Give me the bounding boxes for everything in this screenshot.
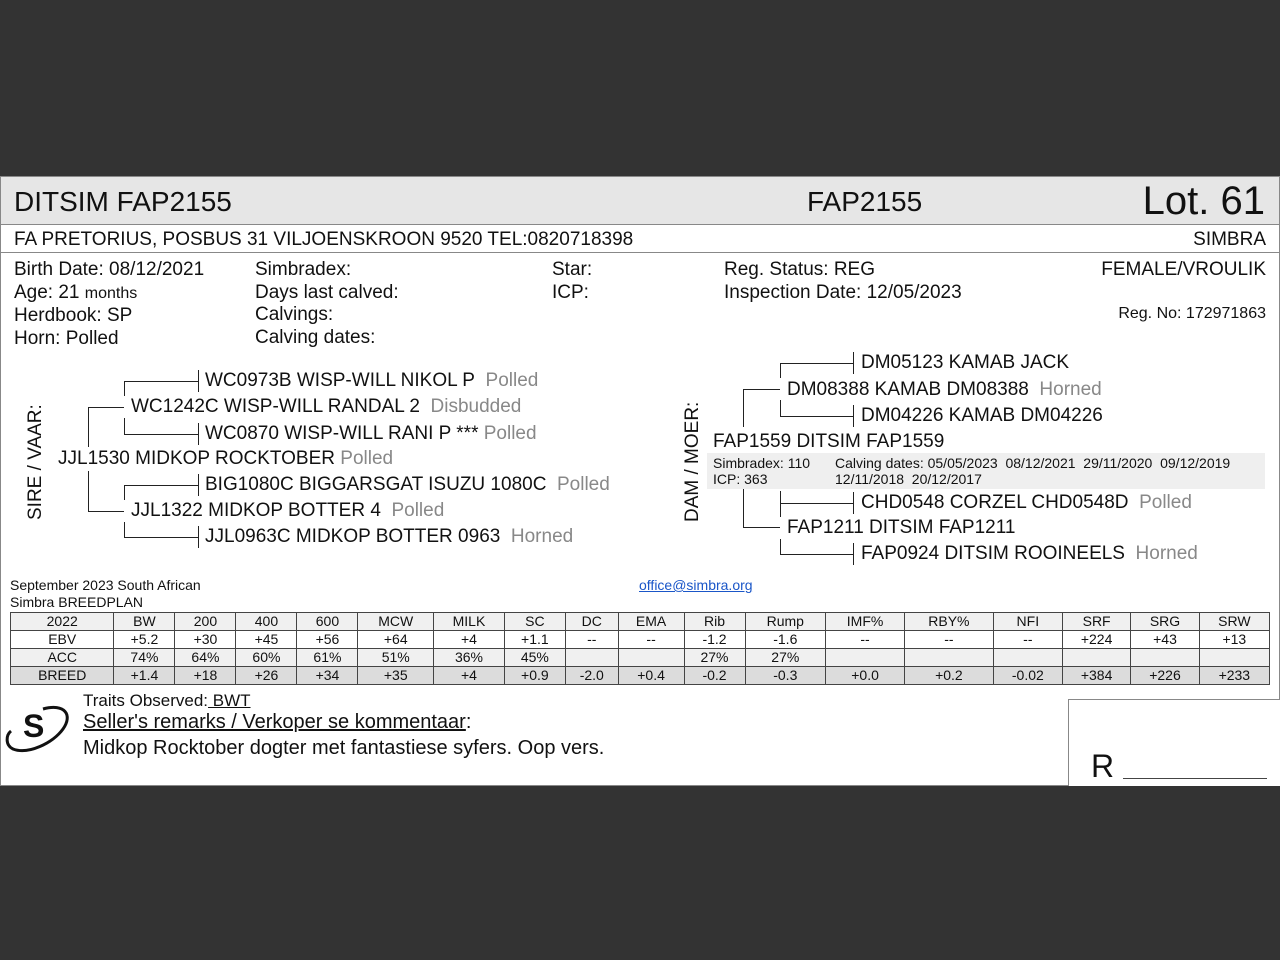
ebv-cell: -- [618,631,684,649]
ebv-cell: +18 [175,667,236,685]
ebv-cell: -- [565,631,618,649]
ebv-cell: Rump [745,613,826,631]
dam-calving-dates: Calving dates: 05/05/2023 08/12/2021 29/11/2020 09/12/2019 [835,455,1231,471]
dam-dam-dam: FAP0924 DITSIM ROOINEELS Horned [861,543,1198,564]
ebv-table [10,612,1270,685]
info-col4 [724,259,962,304]
sire-dam-sire: BIG1080C BIGGARSGAT ISUZU 1080C Polled [205,474,610,495]
ebv-cell: SRF [1062,613,1130,631]
dam-label: DAM / MOER: [682,401,703,522]
breedplan-title-line1: September 2023 South African [10,577,201,593]
inspection-date: Inspection Date: 12/05/2023 [724,281,962,303]
ebv-cell: BW [114,613,175,631]
ebv-cell: -- [993,631,1062,649]
reg-status: Reg. Status: REG [724,259,876,280]
ebv-cell: +226 [1131,667,1199,685]
ebv-cell: +0.9 [504,667,565,685]
breedplan-title-line2: Simbra BREEDPLAN [10,594,144,610]
ebv-cell: IMF% [826,613,905,631]
remarks-text: Midkop Rocktober dogter met fantastiese syfers. Oop vers. [83,737,605,759]
simbradex: Simbradex: [255,259,352,280]
animal-id: FAP2155 [807,186,923,217]
info-col2 [255,259,399,349]
ebv-cell: SRG [1131,613,1199,631]
sire-sire-dam: WC0870 WISP-WILL RANI P *** Polled [205,423,537,444]
ebv-cell [1062,649,1130,667]
sex: FEMALE/VROULIK [1101,259,1266,280]
animal-name: DITSIM FAP2155 [14,186,232,217]
ebv-cell: -0.3 [745,667,826,685]
email-link[interactable]: office@simbra.org [639,577,753,593]
sire-dam: JJL1322 MIDKOP BOTTER 4 Polled [131,500,445,521]
ebv-cell: +4 [434,631,505,649]
ebv-cell: SRW [1199,613,1269,631]
ebv-cell: NFI [993,613,1062,631]
breed: SIMBRA [1193,229,1266,250]
ebv-cell: 60% [236,649,297,667]
ebv-cell: 400 [236,613,297,631]
calvings: Calvings: [255,304,334,325]
ebv-cell: MCW [358,613,434,631]
calving-dates: Calving dates: [255,326,376,348]
lot-number: Lot. 61 [1142,179,1265,223]
ebv-cell [1199,649,1269,667]
ebv-cell: BREED [11,667,114,685]
ebv-cell [1131,649,1199,667]
ebv-cell [993,649,1062,667]
ebv-cell: -0.02 [993,667,1062,685]
dam-simbradex: Simbradex: 110 [713,455,811,471]
dam-icp: ICP: 363 [713,471,768,487]
reg-no: Reg. No: 172971863 [1118,305,1266,322]
ebv-cell: EBV [11,631,114,649]
ebv-cell: -1.2 [684,631,745,649]
ebv-cell: +35 [358,667,434,685]
age [14,282,204,306]
ebv-cell: +13 [1199,631,1269,649]
bid-line[interactable] [1123,778,1267,779]
ebv-cell: +45 [236,631,297,649]
ebv-cell: ACC [11,649,114,667]
ebv-cell: 51% [358,649,434,667]
ebv-cell [618,649,684,667]
ebv-cell: +43 [1131,631,1199,649]
dam-details-box [707,453,1265,489]
ebv-cell: 74% [114,649,175,667]
ebv-cell: +224 [1062,631,1130,649]
age-unit: months [84,284,138,302]
ebv-cell: -2.0 [565,667,618,685]
herdbook: Herdbook: SP [14,305,133,326]
svg-text:S: S [23,708,45,744]
ebv-cell: DC [565,613,618,631]
horn: Horn: Polled [14,327,119,349]
ebv-cell: +0.0 [826,667,905,685]
ebv-cell: +5.2 [114,631,175,649]
dam-calving-dates-cont: 12/11/2018 20/12/2017 [835,471,982,487]
owner-address: FA PRETORIUS, POSBUS 31 VILJOENSKROON 9520 TEL:0820718398 [14,229,634,250]
ebv-cell: +34 [297,667,358,685]
ebv-cell: 200 [175,613,236,631]
sire-sire-sire: WC0973B WISP-WILL NIKOL P Polled [205,370,539,391]
ebv-row [11,667,1270,685]
lot-card [0,176,1280,786]
dam-animal: FAP1559 DITSIM FAP1559 [713,431,945,452]
ebv-cell: 36% [434,649,505,667]
simbra-logo [3,697,73,757]
traits-value: BWT [208,691,251,710]
days-last-calved: Days last calved: [255,281,399,303]
ebv-cell: 2022 [11,613,114,631]
ebv-cell: +56 [297,631,358,649]
ebv-cell: +0.2 [905,667,994,685]
info-col1 [14,259,204,350]
ebv-cell: +0.4 [618,667,684,685]
ebv-cell: -- [905,631,994,649]
ebv-cell: +1.4 [114,667,175,685]
ebv-cell: -0.2 [684,667,745,685]
ebv-cell: 27% [684,649,745,667]
ebv-row [11,613,1270,631]
ebv-cell: +233 [1199,667,1269,685]
ebv-cell: SC [504,613,565,631]
ebv-cell: 600 [297,613,358,631]
info-col3 [552,259,592,304]
birth-date: Birth Date: 08/12/2021 [14,259,205,280]
breedplan-title [10,577,201,611]
ebv-row [11,649,1270,667]
ebv-cell [826,649,905,667]
ebv-cell: MILK [434,613,505,631]
ebv-cell: -- [826,631,905,649]
ebv-cell: +4 [434,667,505,685]
ebv-cell: +26 [236,667,297,685]
dam-sire-sire: DM05123 KAMAB JACK [861,352,1070,373]
remarks-title: Seller's remarks / Verkoper se kommentaar: [83,711,472,733]
ebv-cell: 45% [504,649,565,667]
ebv-row [11,631,1270,649]
ebv-cell: RBY% [905,613,994,631]
age-value: Age: 21 [14,281,80,303]
star: Star: [552,259,593,280]
lot-header [1,177,1279,225]
ebv-cell: +384 [1062,667,1130,685]
sire-dam-dam: JJL0963C MIDKOP BOTTER 0963 Horned [205,526,574,547]
ebv-cell: Rib [684,613,745,631]
ebv-cell [905,649,994,667]
ebv-cell: -1.6 [745,631,826,649]
traits-observed: Traits Observed: BWT [83,691,251,710]
dam-sire-dam: DM04226 KAMAB DM04226 [861,405,1103,426]
ebv-cell: +1.1 [504,631,565,649]
owner-bar [1,225,1279,253]
ebv-cell: +64 [358,631,434,649]
ebv-cell: 64% [175,649,236,667]
sire-label: SIRE / VAAR: [25,404,46,520]
sire-animal: JJL1530 MIDKOP ROCKTOBER Polled [58,448,394,469]
dam-dam-sire: CHD0548 CORZEL CHD0548D Polled [861,492,1192,513]
ebv-cell: 27% [745,649,826,667]
ebv-cell [565,649,618,667]
r-label: R [1091,748,1115,784]
ebv-cell: EMA [618,613,684,631]
dam-sire: DM08388 KAMAB DM08388 Horned [787,379,1102,400]
bid-box [1068,699,1280,786]
icp: ICP: [552,281,589,303]
ebv-cell: +30 [175,631,236,649]
ebv-cell: 61% [297,649,358,667]
sire-sire: WC1242C WISP-WILL RANDAL 2 Disbudded [131,396,522,417]
dam-dam: FAP1211 DITSIM FAP1211 [787,517,1016,538]
